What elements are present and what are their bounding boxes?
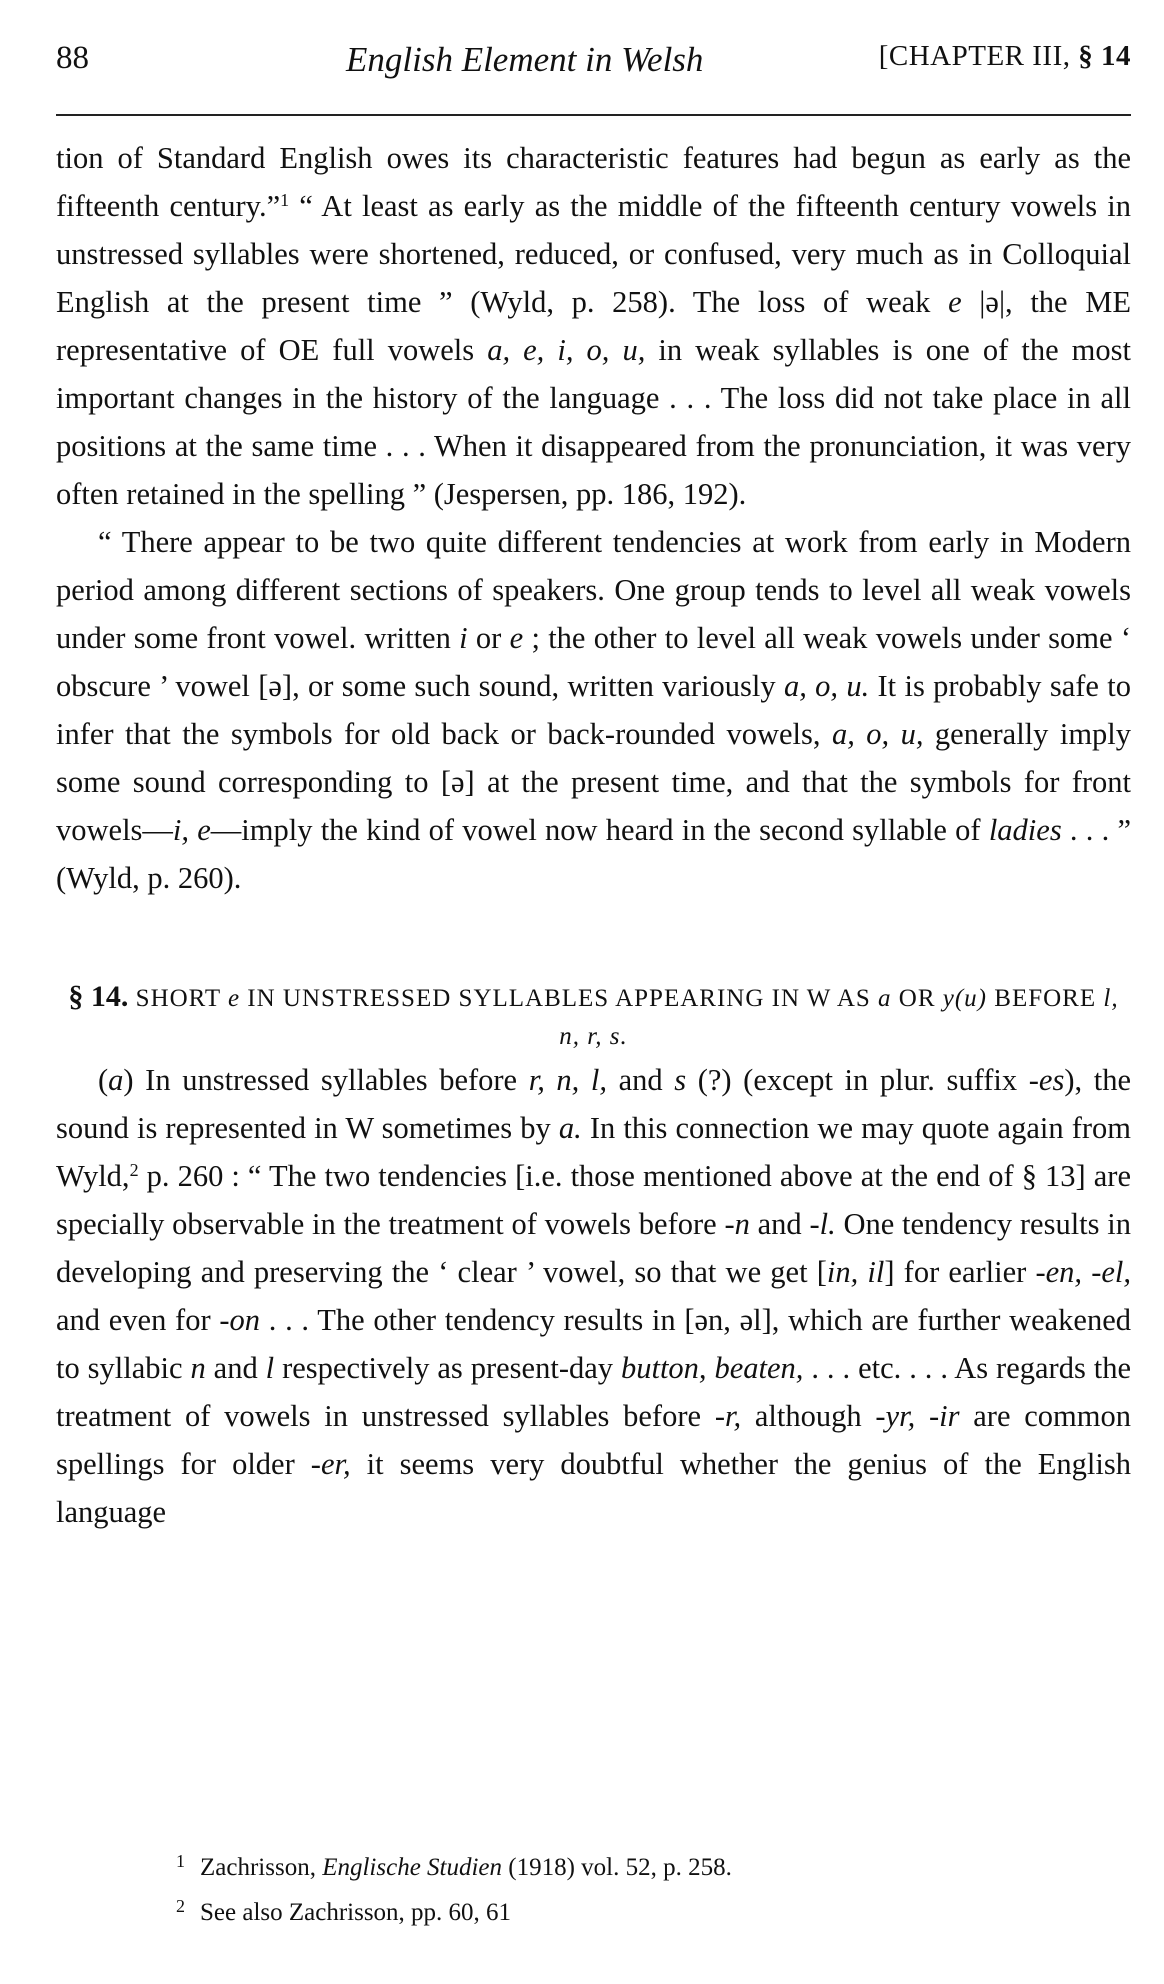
footnote-1 xyxy=(176,1842,1076,1887)
italic-text: a, e, i, o, u, xyxy=(487,333,646,367)
text-run: IN UNSTRESSED SYLLABLES APPEARING IN W AS xyxy=(240,985,879,1012)
italic-text: Englische Studien xyxy=(322,1854,503,1881)
book-page xyxy=(56,0,1131,1984)
text-run: See also Zachrisson, pp. 60, 61 xyxy=(200,1899,512,1926)
text-run: and even for xyxy=(56,1303,220,1337)
text-run: although xyxy=(741,1399,876,1433)
text-run: —imply the kind of vowel now heard in the second syllable of xyxy=(210,813,989,847)
italic-text: in, il xyxy=(826,1255,885,1289)
text-run: respectively as present-day xyxy=(274,1351,621,1385)
italic-text: -en, -el, xyxy=(1035,1255,1132,1289)
text-run: p. 260 : “ The two tendencies [i.e. those mentioned above at the end of § 13] are specially observable in the treatment of vowels before xyxy=(56,1159,1131,1241)
italic-text: -r, xyxy=(714,1399,742,1433)
italic-text: a. xyxy=(558,1111,582,1145)
italic-text: s xyxy=(674,1063,687,1097)
footnote-ref-1: 1 xyxy=(280,190,290,210)
italic-text: a xyxy=(108,1063,124,1097)
italic-text: e xyxy=(509,621,524,655)
italic-text: -n xyxy=(724,1207,750,1241)
text-run: generally imply some sound corresponding to [ə] at the present time, and that the symbols for front vowels— xyxy=(56,717,1132,847)
italic-text: -on xyxy=(219,1303,261,1337)
italic-text: e xyxy=(948,285,962,319)
text-run: and xyxy=(205,1351,266,1385)
chapter-reference xyxy=(879,40,1131,73)
text-run: ) In unstressed syllables before xyxy=(123,1063,529,1097)
text-run: ; the other to level all weak vowels under some ‘ obscure ’ vowel [ə], or some such sound, written variously xyxy=(56,621,1131,703)
running-header xyxy=(56,40,1131,92)
italic-text: -l. xyxy=(809,1207,836,1241)
chapter-ref-prefix: [CHAPTER III, xyxy=(878,40,1071,72)
text-run: in weak syllables is one of the most important changes in the history of the language . . . The loss did not take place in all positions at the same time . . . When it disappeared from the pronunciation, it was very often retained in the spelling ” (Jespersen, pp. 186, 192). xyxy=(56,333,1131,511)
italic-text: -er, xyxy=(310,1447,351,1481)
text-run: are common spellings for older xyxy=(56,1399,1132,1481)
header-rule xyxy=(56,114,1131,116)
text-run: or xyxy=(467,621,510,655)
italic-text: a xyxy=(878,985,892,1012)
section-heading xyxy=(56,978,1131,1056)
page-number: 88 xyxy=(56,40,89,76)
italic-text: a, o, u, xyxy=(831,717,924,751)
italic-text: -es xyxy=(1028,1063,1065,1097)
text-run: “ At least as early as the middle of the fifteenth century vowels in unstressed syllables were shortened, reduced, or confused, very much as in Colloquial English at the present time ” (Wyld, p. 258). The loss of weak xyxy=(56,189,1131,319)
text-run: ), the sound is represented in W sometimes by xyxy=(56,1063,1131,1145)
text-run: |ə|, the ME representative of OE full vowels xyxy=(56,285,1132,367)
text-run: SHORT xyxy=(128,985,228,1012)
footnote-mark: 2 xyxy=(176,1896,185,1916)
text-run: One tendency results in developing and preserving the ‘ clear ’ vowel, so that we get [ xyxy=(56,1207,1131,1289)
text-run: it seems very doubtful whether the genius of the English language xyxy=(56,1447,1131,1529)
text-run: tion of Standard English owes its characteristic features had begun as early as the fifteenth century.” xyxy=(56,141,1131,223)
italic-text: i, e xyxy=(172,813,211,847)
text-run: . . . ” (Wyld, p. 260). xyxy=(56,813,1132,895)
paragraph-2 xyxy=(56,518,1131,902)
text-run: ( xyxy=(98,1063,109,1097)
italic-text: l, n, r, s. xyxy=(559,985,1119,1050)
chapter-ref-section: § 14 xyxy=(1078,40,1131,72)
text-run: In this connection we may quote again from Wyld, xyxy=(56,1111,1131,1193)
text-run: . . . etc. . . . As regards the treatment of vowels in unstressed syllables before xyxy=(56,1351,1132,1433)
footnote-ref-2: 2 xyxy=(129,1160,139,1180)
italic-text: i xyxy=(459,621,468,655)
italic-text: n xyxy=(190,1351,206,1385)
text-run: “ There appear to be two quite different tendencies at work from early in Modern period among different sections of speakers. One group tends to level all weak vowels under some front vowel. written xyxy=(56,525,1131,655)
footnote-2 xyxy=(176,1887,1076,1932)
text-run: (1918) vol. 52, p. 258. xyxy=(502,1854,732,1881)
text-run: and xyxy=(607,1063,675,1097)
paragraph-1 xyxy=(56,134,1131,518)
section-number: § 14. xyxy=(68,980,129,1013)
text-run: and xyxy=(749,1207,810,1241)
italic-text: ladies xyxy=(988,813,1062,847)
italic-text: a, o, u. xyxy=(783,669,870,703)
italic-text: e xyxy=(227,985,241,1012)
paragraph-3 xyxy=(56,1056,1131,1536)
text-run: It is probably safe to infer that the symbols for old back or back-rounded vowels, xyxy=(56,669,1131,751)
text-run: OR xyxy=(891,985,943,1012)
italic-text: y(u) xyxy=(942,985,988,1012)
text-run: BEFORE xyxy=(987,985,1104,1012)
running-title: English Element in Welsh xyxy=(346,40,704,79)
text-run: Zachrisson, xyxy=(200,1854,323,1881)
text-run: (?) (except in plur. suffix xyxy=(686,1063,1029,1097)
italic-text: l xyxy=(265,1351,275,1385)
section-gap xyxy=(56,902,1131,978)
text-run: . . . The other tendency results in [ən, əl], which are further weakened to syllabic xyxy=(56,1303,1131,1385)
text-run: ] for earlier xyxy=(884,1255,1036,1289)
italic-text: r, n, l, xyxy=(528,1063,607,1097)
italic-text: button, beaten, xyxy=(620,1351,804,1385)
body-text xyxy=(56,134,1131,1536)
footnotes xyxy=(176,1842,1076,1932)
italic-text: -yr, -ir xyxy=(875,1399,960,1433)
footnote-mark: 1 xyxy=(176,1851,185,1871)
